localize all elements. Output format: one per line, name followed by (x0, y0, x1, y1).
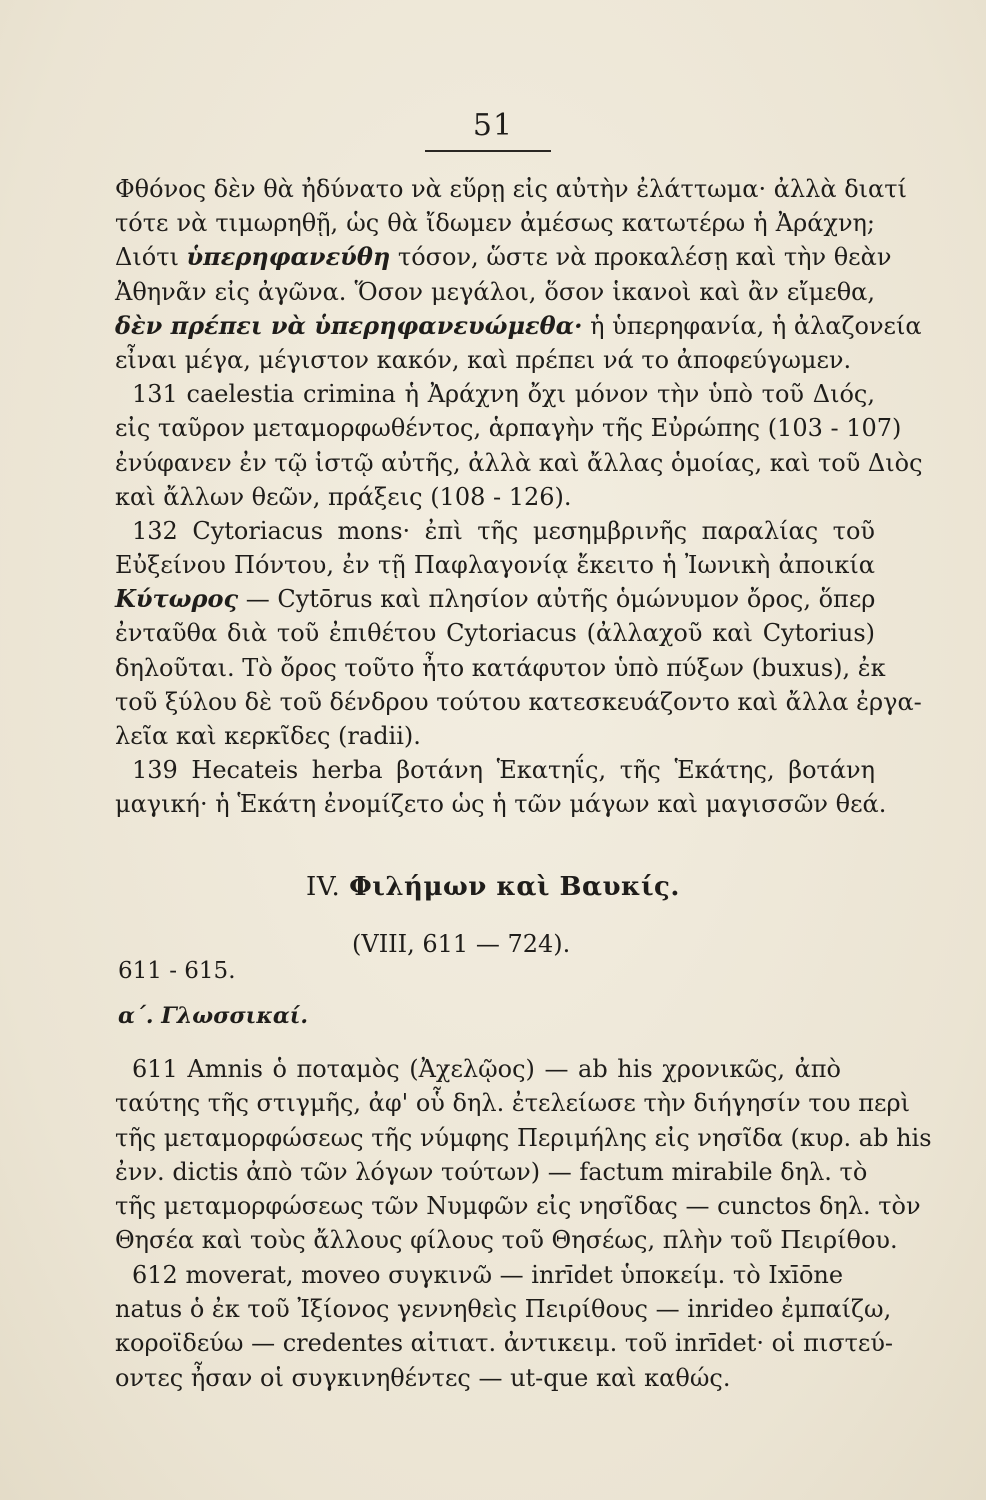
text-line: ἐνταῦθα διὰ τοῦ ἐπιθέτου Cytoriacus (ἀλλαχοῦ καὶ Cytorius) (115, 619, 875, 648)
text-line: τότε νὰ τιμωρηθῇ, ὡς θὰ ἴδωμεν ἀμέσως κατωτέρω ἡ Ἀράχνη; (115, 209, 875, 238)
text-line: Κύτωρος — Cytōrus καὶ πλησίον αὐτῆς ὁμώνυμον ὄρος, ὅπερ (115, 584, 876, 614)
text-line: λεῖα καὶ κερκῖδες (radii). (115, 722, 421, 750)
text-line: 139 Hecateis herba βοτάνη Ἑκατηΐς, τῆς Ἑκάτης, βοτάνη (132, 756, 875, 785)
text-line: ταύτης τῆς στιγμῆς, ἀφ' οὗ δηλ. ἐτελείωσε τὴν διήγησίν του περὶ (115, 1089, 910, 1118)
text-line: δὲν πρέπει νὰ ὑπερηφανευώμεθα· ἡ ὑπερηφανία, ἡ ἀλαζονεία (115, 310, 922, 340)
note-139 (115, 753, 887, 821)
note-612 (115, 1258, 894, 1395)
text-line: τῆς μεταμορφώσεως τῆς νύμφης Περιμήλης εἰς νησῖδα (κυρ. ab his (115, 1123, 932, 1152)
header-rule (425, 150, 551, 152)
emphasis-text: ὑπερηφανεύθη (186, 242, 391, 272)
note-611 (115, 1052, 932, 1258)
section-title: Φιλήμων καὶ Βαυκίς. (349, 872, 680, 902)
text-line: Διότι ὑπερηφανεύθη τόσον, ὥστε νὰ προκαλέσῃ καὶ τὴν θεὰν (115, 242, 892, 272)
text-line: Φθόνος δὲν θὰ ἠδύνατο νὰ εὕρῃ εἰς αὐτὴν ἐλάττωμα· ἀλλὰ διατί (115, 175, 907, 203)
lines-reference: 611 - 615. (118, 958, 236, 984)
commentary-text-lower (115, 1052, 932, 1395)
text-line: εἰς ταῦρον μεταμορφωθέντος, ἁρπαγὴν τῆς Εὐρώπης (103 - 107) (115, 414, 902, 443)
text-line: τοῦ ξύλου δὲ τοῦ δένδρου τούτου κατεσκευάζοντο καὶ ἄλλα ἐργα- (115, 687, 922, 716)
text-line: natus ὁ ἐκ τοῦ Ἰξίονος γεννηθεὶς Πειρίθους — inrideo ἐμπαίζω, (115, 1295, 892, 1324)
text-line: 612 moverat, moveo συγκινῶ — inrīdet ὑποκείμ. τὸ Ixīōne (132, 1260, 844, 1289)
text-line: κοροϊδεύω — credentes αἰτιατ. ἀντικειμ. τοῦ inrīdet· οἱ πιστεύ- (115, 1329, 894, 1358)
text-line: ἐνύφανεν ἐν τῷ ἱστῷ αὐτῆς, ἀλλὰ καὶ ἄλλας ὁμοίας, καὶ τοῦ Διὸς (115, 448, 923, 477)
text-line: δηλοῦται. Τὸ ὄρος τοῦτο ἦτο κατάφυτον ὑπὸ πύξων (buxus), ἐκ (115, 653, 886, 682)
text-line: Θησέα καὶ τοὺς ἄλλους φίλους τοῦ Θησέως, πλὴν τοῦ Πειρίθου. (115, 1226, 898, 1255)
text-line: 132 Cytoriacus mons· ἐπὶ τῆς μεσημβρινῆς παραλίας τοῦ (132, 516, 875, 545)
page-number: 51 (472, 108, 514, 143)
section-number: IV. (306, 872, 341, 902)
emphasis-text: Κύτωρος (115, 584, 239, 614)
text-line: ἐνν. dictis ἀπὸ τῶν λόγων τούτων) — factum mirabile δηλ. τὸ (115, 1157, 868, 1186)
text-line: Ἀθηνᾶν εἰς ἀγῶνα. Ὅσον μεγάλοι, ὅσον ἱκανοὶ καὶ ἂν εἴμεθα, (115, 277, 875, 306)
text-line: εἶναι μέγα, μέγιστον κακόν, καὶ πρέπει νά το ἀποφεύγωμεν. (115, 345, 852, 374)
section-heading (0, 872, 986, 902)
text-line: Εὐξείνου Πόντου, ἐν τῇ Παφλαγονίᾳ ἔκειτο ἡ Ἰωνικὴ ἀποικία (115, 551, 875, 580)
subsection-heading: α΄. Γλωσσικαί. (118, 1003, 309, 1029)
note-131 (115, 377, 923, 514)
commentary-text-upper (115, 172, 923, 822)
text-line: 131 caelestia crimina ἡ Ἀράχνη ὄχι μόνον τὴν ὑπὸ τοῦ Διός, (132, 380, 875, 409)
text-line: τῆς μεταμορφώσεως τῶν Νυμφῶν εἰς νησῖδας — cunctos δηλ. τὸν (115, 1192, 921, 1221)
text-line: οντες ἦσαν οἱ συγκινηθέντες — ut-que καὶ καθώς. (115, 1363, 731, 1392)
paragraph-intro (115, 172, 922, 377)
text-line: καὶ ἄλλων θεῶν, πράξεις (108 - 126). (115, 482, 572, 511)
section-reference: (VIII, 611 — 724). (352, 930, 571, 958)
note-132 (115, 514, 922, 753)
emphasis-text: δὲν πρέπει νὰ ὑπερηφανευώμεθα· (115, 310, 583, 340)
text-line: 611 Amnis ὁ ποταμὸς (Ἀχελῷος) — ab his χρονικῶς, ἀπὸ (132, 1055, 841, 1083)
text-line: μαγική· ἡ Ἑκάτη ἐνομίζετο ὡς ἡ τῶν μάγων καὶ μαγισσῶν θεά. (115, 790, 887, 819)
